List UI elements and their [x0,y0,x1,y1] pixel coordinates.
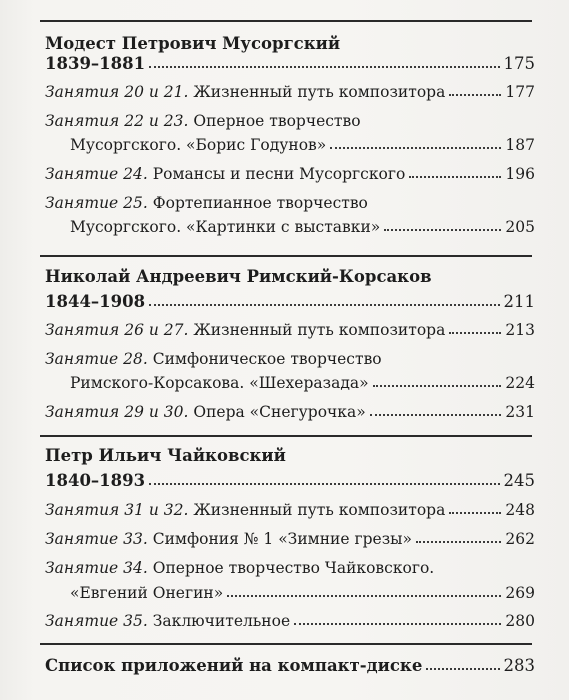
page-number: 205 [505,218,535,236]
appendix-entry[interactable] [45,654,535,676]
section-title[interactable] [45,32,535,54]
dot-leader [370,414,502,416]
lesson-label: Занятие 35. [45,612,148,630]
dot-leader [449,512,501,514]
dot-leader [416,541,501,543]
lesson-title: Жизненный путь композитора [188,501,446,519]
lesson-label: Занятия 20 и 21. [45,83,189,101]
section-title[interactable] [45,265,535,287]
toc-entry-continued[interactable] [70,133,535,155]
section-divider [40,255,532,257]
dot-leader [449,332,501,334]
appendix-title: Список приложений на компакт-диске [45,656,423,675]
section-divider [40,435,532,437]
lesson-title: Оперное творчество [188,112,361,130]
page-number: 262 [505,530,535,548]
lesson-label: Занятие 24. [45,165,148,183]
dot-leader [330,147,501,149]
lesson-label: Занятия 29 и 30. [45,403,189,421]
dot-leader [149,66,499,68]
lesson-label: Занятия 22 и 23. [45,112,189,130]
page-number: 231 [505,403,535,421]
lesson-title: Симфоническое творчество [147,350,382,368]
page-number: 245 [503,471,535,490]
section-title-text: Николай Андреевич Римский-Корсаков [45,267,432,286]
toc-entry-continued[interactable] [70,371,535,393]
toc-entry[interactable] [45,400,535,422]
dot-leader [426,668,499,670]
lesson-label: Занятие 33. [45,530,148,548]
lesson-title: Жизненный путь композитора [188,321,446,339]
page-number: 224 [505,374,535,392]
section-divider [40,643,532,645]
dot-leader [409,176,501,178]
toc-entry[interactable] [45,80,535,102]
page-number: 269 [505,584,535,602]
toc-entry[interactable] [45,191,535,213]
page-number: 248 [505,501,535,519]
section-title-text: Модест Петрович Мусоргский [45,34,341,53]
section-title-text: Петр Ильич Чайковский [45,446,286,465]
page-number: 175 [503,54,535,73]
lesson-title: Романсы и песни Мусоргского [147,165,406,183]
toc-entry[interactable] [45,609,535,631]
dot-leader [149,304,499,306]
lesson-title-continued: «Евгений Онегин» [70,584,224,602]
section-years-row[interactable] [45,52,535,74]
lesson-title: Заключительное [147,612,291,630]
lesson-label: Занятие 34. [45,559,148,577]
lesson-label: Занятие 25. [45,194,148,212]
page-number: 213 [505,321,535,339]
page-number: 196 [505,165,535,183]
toc-entry[interactable] [45,556,535,578]
dot-leader [227,595,501,597]
toc-entry[interactable] [45,318,535,340]
lesson-label: Занятия 31 и 32. [45,501,189,519]
toc-entry[interactable] [45,527,535,549]
dot-leader [373,385,502,387]
lesson-title: Жизненный путь композитора [188,83,446,101]
toc-entry[interactable] [45,347,535,369]
toc-entry[interactable] [45,162,535,184]
toc-entry[interactable] [45,109,535,131]
section-years: 1844–1908 [45,292,146,311]
lesson-title-continued: Римского-Корсакова. «Шехеразада» [70,374,369,392]
dot-leader [449,94,501,96]
section-years: 1840–1893 [45,471,146,490]
page-number: 211 [503,292,535,311]
section-title[interactable] [45,444,535,466]
dot-leader [149,483,499,485]
lesson-title-continued: Мусоргского. «Борис Годунов» [70,136,327,154]
section-years: 1839–1881 [45,54,146,73]
dot-leader [294,623,501,625]
page-number: 280 [505,612,535,630]
page-number: 177 [505,83,535,101]
toc-entry-continued[interactable] [70,215,535,237]
lesson-title: Опера «Снегурочка» [188,403,366,421]
lesson-label: Занятия 26 и 27. [45,321,189,339]
toc-entry-continued[interactable] [70,581,535,603]
toc-entry[interactable] [45,498,535,520]
section-years-row[interactable] [45,290,535,312]
lesson-title: Фортепианное творчество [147,194,368,212]
lesson-title: Оперное творчество Чайковского. [147,559,435,577]
page-number: 187 [505,136,535,154]
lesson-title: Симфония № 1 «Зимние грезы» [147,530,412,548]
lesson-label: Занятие 28. [45,350,148,368]
dot-leader [384,229,501,231]
page-number: 283 [503,656,535,675]
section-years-row[interactable] [45,469,535,491]
lesson-title-continued: Мусоргского. «Картинки с выставки» [70,218,381,236]
